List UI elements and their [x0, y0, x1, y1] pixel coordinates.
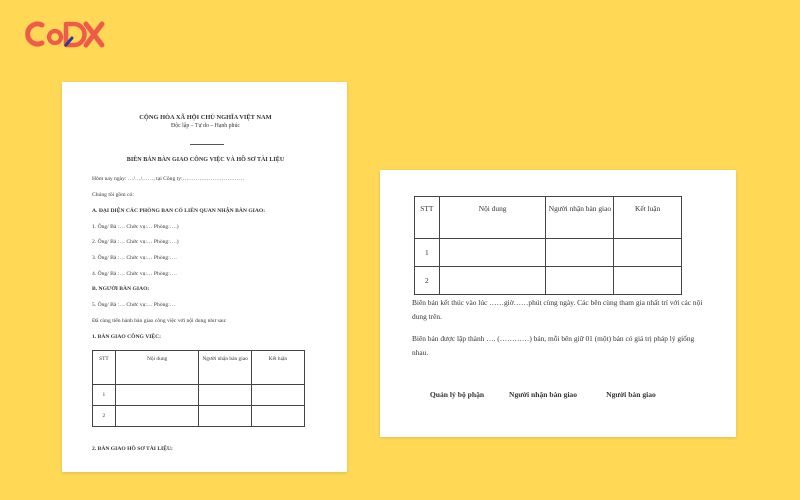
- section-1-heading: 1. BÀN GIAO CÔNG VIỆC:: [92, 334, 162, 340]
- receiver-line-1: 1. Ông/ Bà :… Chức vụ:… Phòng:….): [92, 224, 179, 230]
- handover-person-line: 5. Ông/ Bà :… Chức vụ:… Phòng:…: [92, 302, 176, 308]
- table-cell: [439, 239, 546, 267]
- table-cell: [115, 406, 199, 427]
- codx-logo: [24, 18, 106, 50]
- table-cell: [115, 385, 199, 406]
- signature-receiver: Người nhận bàn giao: [508, 390, 578, 399]
- row-number: 1: [415, 239, 440, 267]
- row-number: 2: [415, 267, 440, 295]
- table-cell: [614, 267, 682, 295]
- table-header-conclusion: Kết luận: [251, 351, 304, 385]
- signature-manager: Quản lý bộ phận: [429, 390, 485, 399]
- document-page-2: [380, 170, 736, 437]
- handover-intro: Đã cùng tiến hành bàn giao công việc với nội dung như sau:: [92, 318, 227, 324]
- national-title: CỘNG HÒA XÃ HỘI CHỦ NGHĨA VIỆT NAM: [139, 114, 272, 121]
- row-number: 2: [93, 406, 116, 427]
- signature-handover: Người bàn giao: [606, 390, 656, 399]
- table-cell: [251, 385, 304, 406]
- row-number: 1: [93, 385, 116, 406]
- divider: [190, 144, 224, 145]
- table-header-stt: STT: [415, 197, 440, 239]
- table-row: [93, 385, 305, 406]
- closing-paragraph: Biên bản kết thúc vào lúc ……giờ……phút cùng ngày. Các bên cùng tham gia nhất trí với các nội dung trên.: [412, 298, 703, 321]
- table-row: [415, 239, 682, 267]
- table-cell: [199, 385, 251, 406]
- table-header-stt: STT: [93, 351, 116, 385]
- receiver-line-4: 4. Ông/ Bà :… Chức vụ:… Phòng:….: [92, 271, 177, 277]
- table-cell: [614, 239, 682, 267]
- codx-logo-icon: [24, 18, 106, 50]
- table-cell: [546, 239, 614, 267]
- table-cell: [439, 267, 546, 295]
- documents-handover-table: [414, 196, 682, 295]
- table-header-content: Nội dung: [115, 351, 199, 385]
- section-b-heading: B. NGƯỜI BÀN GIAO:: [92, 286, 150, 292]
- attendees-intro: Chúng tôi gồm có:: [92, 192, 134, 198]
- work-handover-table: [92, 350, 305, 427]
- meeting-date-line: Hôm nay ngày: …/…/……, tại Công ty:……………………………: [92, 176, 245, 182]
- table-cell: [546, 267, 614, 295]
- document-title: BIÊN BẢN BÀN GIAO CÔNG VIỆC VÀ HỒ SƠ TÀI LIỆU: [126, 157, 285, 163]
- table-header-conclusion: Kết luận: [614, 197, 682, 239]
- table-cell: [251, 406, 304, 427]
- table-header-receiver: Người nhận bàn giao: [199, 351, 251, 385]
- document-page-1: [62, 82, 347, 472]
- table-row: [93, 406, 305, 427]
- national-motto: Độc lập – Tự do – Hạnh phúc: [171, 123, 240, 129]
- receiver-line-3: 3. Ông/ Bà :… Chức vụ:… Phòng:….: [92, 255, 177, 261]
- section-a-heading: A. ĐẠI DIỆN CÁC PHÒNG BAN CÓ LIÊN QUAN NHẬN BÀN GIAO:: [92, 208, 266, 214]
- copies-paragraph: Biên bản được lập thành …. (…………) bản, mỗi bên giữ 01 (một) bản có giá trị pháp lý giống nhau.: [412, 334, 695, 357]
- table-row: [415, 267, 682, 295]
- table-header-content: Nội dung: [439, 197, 546, 239]
- table-cell: [199, 406, 251, 427]
- receiver-line-2: 2. Ông/ Bà :… Chức vụ:… Phòng:….): [92, 239, 179, 245]
- section-2-heading: 2. BÀN GIAO HỒ SƠ TÀI LIỆU:: [92, 446, 173, 452]
- table-header-receiver: Người nhận bàn giao: [546, 197, 614, 239]
